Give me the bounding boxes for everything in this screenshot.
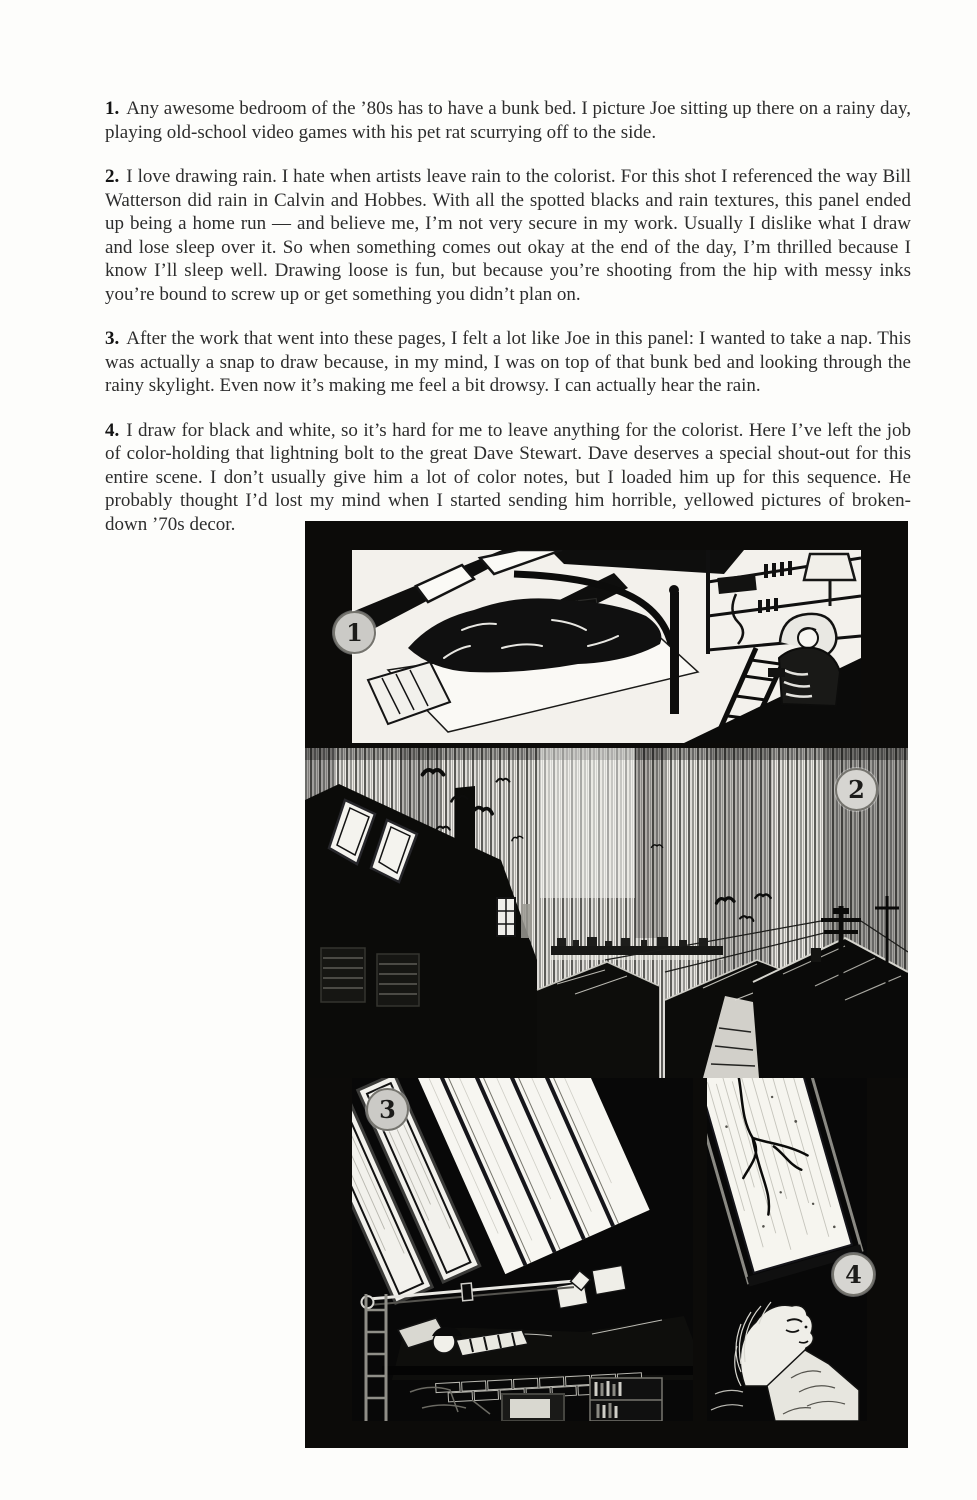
paragraph-number: 1. [105,98,120,119]
panel-2 [305,748,908,1078]
commentary-section [105,97,911,557]
lit-window-icon [497,898,532,938]
bed-post [669,585,679,714]
panel-3-badge: 3 [366,1088,409,1131]
commentary-paragraph-1 [105,97,911,144]
panel-1 [352,550,861,743]
paragraph-text: Any awesome bedroom of the ’80s has to have a bunk bed. I picture Joe sitting up there on a rainy day, playing old-school video games with his pet rat scurrying off to the side. [105,98,911,143]
commentary-paragraph-3 [105,327,911,398]
commentary-paragraph-2 [105,165,911,306]
paragraph-text: I draw for black and white, so it’s hard for me to leave anything for the colorist. Here I’ve left the job of color-holding that lightning bolt to the great Dave Stewart. Dave deserves a special shout-out for this entire scene. I don’t usually give him a lot of color notes, but I loaded him up for this sequence. He probably thought I’d lost my mind when I started sending him horrible, yellowed pictures of broken-down ’70s decor. [105,419,911,535]
bunk-rail [382,1366,693,1375]
paragraph-text: After the work that went into these pages, I felt a lot like Joe in this panel: I wanted to take a nap. This was actually a snap to draw because, in my mind, I was on top of that bunk bed and looking through the rainy skylight. Even now it’s making me feel a bit drowsy. I can actually hear the rain. [105,328,911,396]
bookshelf-icon [590,1378,662,1421]
panel-2-badge: 2 [835,768,878,811]
panel-4 [707,1078,867,1421]
panel-3 [352,1078,693,1421]
paragraph-number: 4. [105,419,120,441]
nostril [805,1326,808,1329]
panel-3-art [352,1078,693,1421]
tv-icon [502,1394,564,1421]
sky-light-gap [540,748,635,898]
comic-page [305,521,908,1448]
paragraph-number: 3. [105,328,120,349]
panel-4-art [707,1078,867,1421]
panel-1-badge: 1 [333,611,376,654]
panel-2-art [305,748,908,1078]
panel-4-badge: 4 [832,1253,875,1296]
game-controller [768,668,785,677]
panel-1-art [352,550,861,743]
paragraph-text: I love drawing rain. I hate when artists leave rain to the colorist. For this shot I referenced the way Bill Watterson did rain in Calvin and Hobbes. With all the spotted blacks and rain textures, this panel ended up being a home run — and believe me, I’m not very secure in my work. Usually I dislike what I draw and lose sleep over it. So when something comes out okay at the end of the day, I’m thrilled because I know I’ll sleep well. Drawing loose is fun, but because you’re shooting from the hip with messy inks you’re bound to screw up or get something you didn’t plan on. [105,166,911,305]
roof-vent [811,948,821,962]
paragraph-number: 2. [105,166,120,187]
commentary-paragraph-4 [105,419,911,537]
